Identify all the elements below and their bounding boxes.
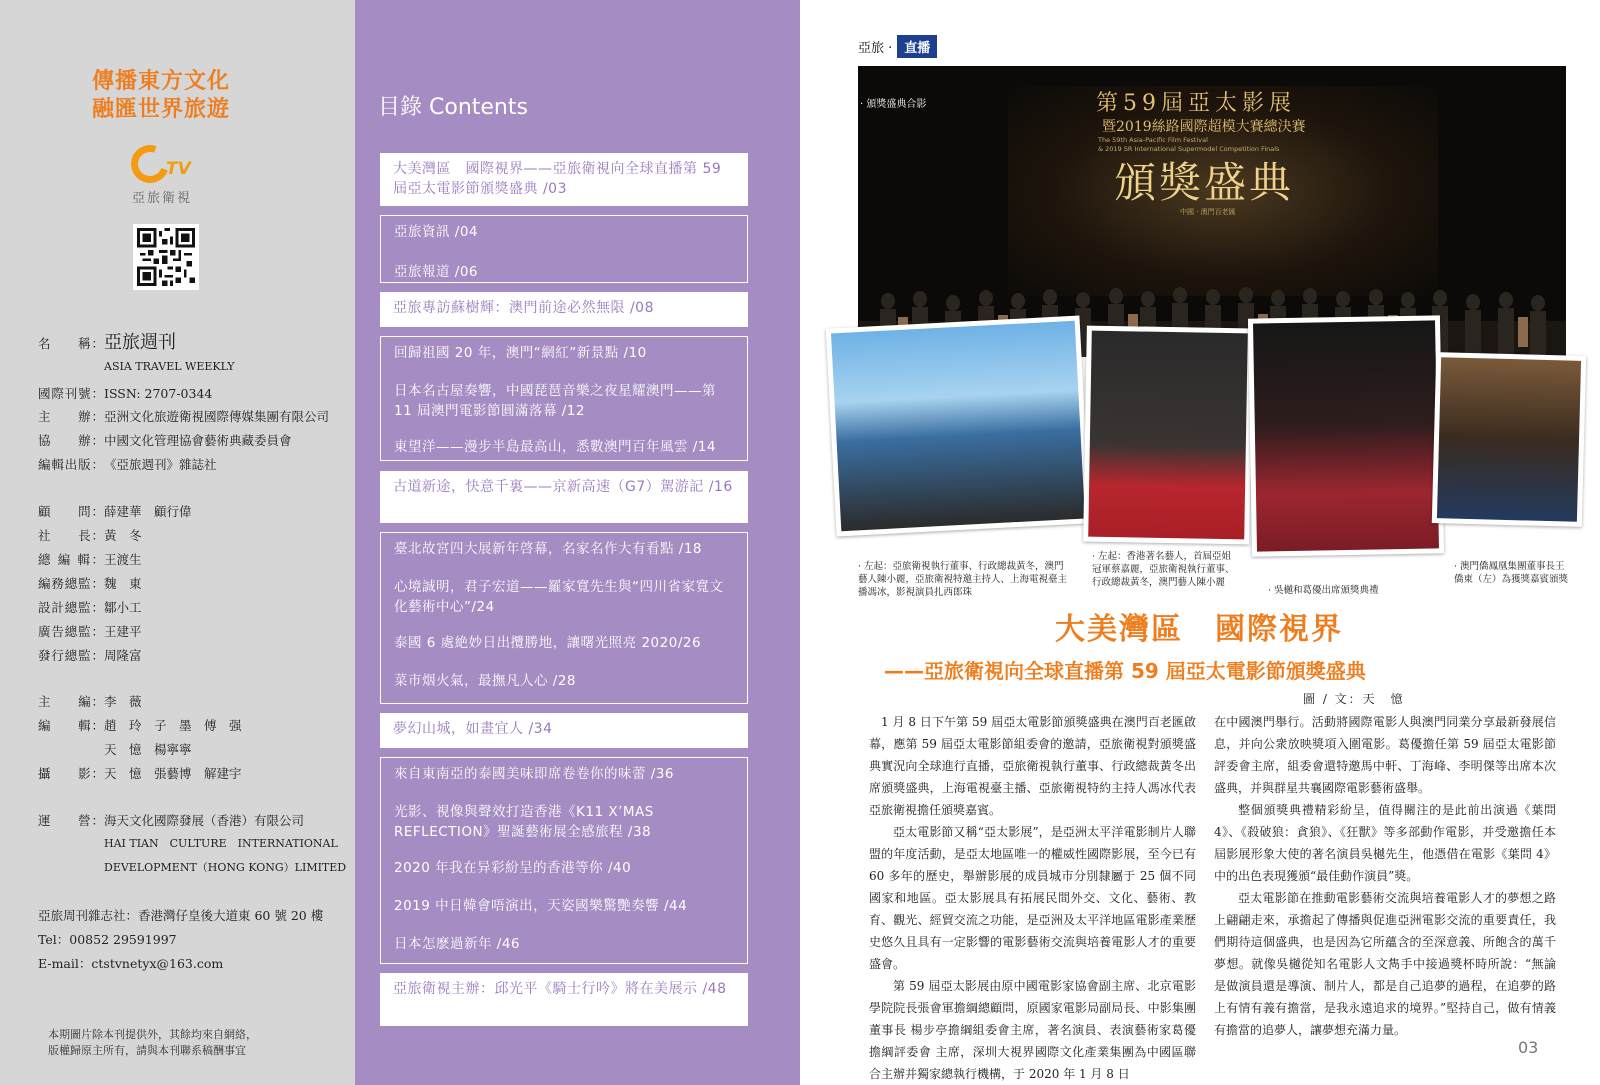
hero-title-line-1: 第59屆亞太影展 (1096, 91, 1296, 116)
field-label: 國際刊號： (38, 386, 104, 401)
staff-row (38, 526, 142, 544)
field-value: 王建平 (104, 624, 142, 639)
article-paragraph: 亞太電影節在推動電影藝術交流與培養電影人才的夢想之路上翩翩走來，承擔起了傳播與促進亞洲電影交流的重要責任，我們期待這個盛典，也是因為它所蘊含的至深意義、所飽含的萬千夢想。就像吳樾從知名電影人文雋手中接過獎杯時所說：“無論是做演員還是導演、制片人，都是自己追夢的過程，在追夢的路上有情有義有擔當，是我永遠追求的境界。”堅持自己，做有情義有擔當的追夢人，讓夢想充滿力量。 (1214, 891, 1556, 1037)
field-value: 《亞旅週刊》雜誌社 (104, 457, 217, 472)
toc-box[interactable] (380, 471, 748, 523)
field-label: 發行總監： (38, 648, 104, 663)
operator-row (38, 811, 304, 829)
staff-row (38, 646, 142, 664)
toc-box[interactable] (380, 713, 748, 748)
toc-entry[interactable]: 光影、視像與聲效打造香港《K11 X’MAS REFLECTION》聖誕藝術展全感旅程 /38 (394, 804, 654, 840)
toc-box (380, 532, 748, 704)
telephone: Tel：00852 29591997 (38, 932, 177, 947)
toc-entry[interactable]: 夢幻山城，如畫宜人 /34 (393, 721, 553, 737)
contents-title: 目錄 Contents (378, 95, 528, 120)
field-label: 協 辦： (38, 433, 104, 448)
field-label: 編務總監： (38, 576, 104, 591)
toc-entry[interactable]: 亞旅報道 /06 (394, 264, 479, 280)
field-value: 趙 玲 子 墨 傅 强 (104, 718, 242, 733)
toc-entry[interactable]: 日本名古屋奏響，中國琵琶音樂之夜星耀澳門——第 11 屆澳門電影節圓滿落幕 /12 (394, 383, 716, 419)
photo-caption: · 吳樾和葛優出席頒獎典禮 (1268, 585, 1379, 596)
publication-name-english: ASIA TRAVEL WEEKLY (104, 360, 235, 373)
editor-row (38, 716, 242, 734)
photo-caption: · 左起：香港著名藝人，首屆亞姐冠軍蔡嘉麗，亞旅衛視執行董事、行政總裁黃冬，澳門藝人陳小麗 (1092, 551, 1235, 588)
toc-entry[interactable]: 心境誠明，君子宏道——羅家寬先生與“四川省家寬文化藝術中心”/24 (394, 579, 724, 615)
field-label: 設計總監： (38, 600, 104, 615)
slogan-line-1: 傳播東方文化 (92, 69, 231, 94)
article-paragraph: 在中國澳門舉行。活動將國際電影人與澳門同業分享最新發展信息，并向公衆放映獎項入圍電影。葛優擔任第 59 屆亞太電影節評委會主席，組委會還特邀馬中軒、丁海峰、李明傑等出席本次盛典，并與群星共襄國際電影藝術盛舉。 (1214, 715, 1556, 795)
field-label: 顧 問： (38, 504, 104, 519)
photo-backdrop-group (1083, 326, 1253, 545)
editor-row (38, 692, 142, 710)
staff-row (38, 550, 142, 568)
slogan-line-2: 融匯世界旅遊 (92, 97, 231, 122)
toc-entry[interactable]: 東望洋——漫步半島最高山，悉數澳門百年風雲 /14 (394, 439, 717, 455)
field-value: 天 憶 張藝博 解建宇 (104, 766, 242, 781)
publication-name: 亞旅週刊 (104, 332, 176, 353)
toc-box[interactable] (380, 292, 748, 327)
field-label: 主 辦： (38, 409, 104, 424)
photo-image (1437, 357, 1581, 522)
staff-row (38, 574, 142, 592)
hero-english-line: The 59th Asia-Pacific Film Festival (1098, 136, 1208, 144)
hero-title-line-2: 暨2019絲路國際超模大賽總決賽 (1102, 119, 1306, 135)
toc-box (380, 336, 748, 461)
toc-box (380, 757, 748, 964)
field-label: 主 編： (38, 694, 104, 709)
operator-name: 海天文化國際發展（香港）有限公司 (104, 813, 305, 828)
copyright-note-line: 本期圖片除本刊提供外，其餘均來自網絡， (48, 1028, 257, 1041)
hero-caption: · 頒獎盛典合影 (860, 99, 927, 110)
qr-code-icon (133, 224, 199, 290)
section-label: 亞旅 · (858, 41, 893, 56)
staff-row (38, 502, 192, 520)
field-value: 周隆富 (104, 648, 142, 663)
toc-entry[interactable]: 2019 中日韓會唔演出，天姿國樂驚艷奏響 /44 (394, 898, 688, 914)
field-label: 名 稱： (38, 336, 104, 351)
page-number: 03 (1518, 1038, 1539, 1057)
masthead-row (38, 455, 217, 473)
hero-ceremony-title: 頒獎盛典 (1114, 158, 1295, 207)
masthead-row (38, 407, 329, 425)
hero-english-line: & 2019 SR International Supermodel Competition Finals (1098, 145, 1280, 153)
field-label: 廣告總監： (38, 624, 104, 639)
article-column-1 (869, 711, 1196, 1085)
toc-entry[interactable]: 亞旅專訪蘇樹輝：澳門前途必然無限 /08 (393, 300, 654, 316)
channel-logo (126, 143, 202, 207)
photo-caption: · 左起：亞旅衛視執行董事、行政總裁黃冬，澳門藝人陳小麗，亞旅衛視特邀主持人、上海電視臺主播馮冰，影視演員扎西郎珠 (858, 561, 1068, 598)
staff-row (38, 622, 142, 640)
field-value: 王渡生 (104, 552, 142, 567)
copyright-note (48, 1027, 257, 1059)
toc-box (380, 215, 748, 283)
masthead-name-row (38, 328, 176, 354)
toc-entry[interactable]: 亞旅衛視主辦：邱光平《騎士行吟》將在美展示 /48 (393, 981, 727, 997)
article-byline: 圖 / 文：天 憶 (1303, 692, 1405, 706)
editor-row-continued: 天 憶 楊寧寧 (104, 742, 192, 757)
staff-row (38, 598, 142, 616)
field-value: 魏 東 (104, 576, 142, 591)
field-value: 中國文化管理協會藝術典藏委員會 (104, 433, 292, 448)
hero-venue: 中國 · 澳門百老匯 (1180, 208, 1236, 216)
toc-box[interactable] (380, 973, 748, 1026)
article-paragraph: 1 月 8 日下午第 59 屆亞太電影節頒獎盛典在澳門百老匯啟幕，應第 59 屆亞太電影節組委會的邀請，亞旅衛視對頒獎盛典實況向全球進行直播，亞旅衛視執行董事、行政總裁黃冬出席頒獎盛典，上海電視臺主播、亞旅衛視特約主持人馮冰代表亞旅衛視擔任頒獎嘉賓。 (869, 715, 1196, 817)
email: E-mail：ctstvnetyx@163.com (38, 956, 224, 971)
toc-box[interactable] (380, 153, 748, 206)
slogan (92, 68, 230, 124)
logo-chinese-name: 亞旅衛視 (132, 191, 193, 206)
article-paragraph: 整個頒獎典禮精彩紛呈，值得關注的是此前出演過《葉問 4》、《殺破狼：貪狼》、《狂獸》等多部動作電影，并受邀擔任本屆影展形象大使的著名演員吳樾先生，他憑借在電影《葉問 4》中的出色表現獲頒“最佳動作演員”獎。 (1214, 803, 1556, 883)
photo-audience (1248, 315, 1444, 556)
toc-entry[interactable]: 回歸祖國 20 年，澳門“網紅”新景點 /10 (394, 345, 647, 361)
field-value: 亞洲文化旅遊衛視國際傳媒集團有限公司 (104, 409, 330, 424)
photo-red-carpet (826, 315, 1091, 536)
photo-caption: · 澳門僑鳳凰集團董事長王僑東（左）為獲獎嘉賓頒獎 (1454, 561, 1569, 585)
field-label: 總 編 輯： (38, 552, 104, 567)
toc-entry[interactable]: 菜市烟火氣，最撫凡人心 /28 (394, 673, 577, 689)
masthead-row (38, 431, 292, 449)
operator-name-english-2: DEVELOPMENT（HONG KONG）LIMITED (104, 861, 347, 874)
toc-entry[interactable]: 2020 年我在异彩紛呈的香港等你 /40 (394, 860, 632, 876)
toc-entry[interactable]: 古道新途，快意千裏——京新高速（G7）駕游記 /16 (393, 479, 733, 495)
address: 亞旅周刊雜志社：香港灣仔皇後大道東 60 號 20 樓 (38, 908, 324, 923)
field-label: 運 營： (38, 813, 104, 828)
operator-name-english-1: HAI TIAN CULTURE INTERNATIONAL (104, 837, 338, 850)
article-paragraph: 亞太電影節又稱“亞太影展”，是亞洲太平洋電影制片人聯盟的年度活動，是亞太地區唯一的權威性國際影展，至今已有 60 多年的歷史，舉辦影展的成員城市分別隸屬于 25 個不同國家和地區。亞太影展具有拓展民間外交、文化、藝術、教育、觀光、經貿交流之功能，是亞洲及太平洋地區電影產業歷史悠久且具有一定影響的電影藝術交流與培養電影人才的重要盛會。 (869, 825, 1196, 971)
article-headline: 大美灣區 國際視界 (1055, 612, 1343, 647)
toc-entry[interactable]: 亞旅資訊 /04 (394, 224, 479, 240)
toc-entry[interactable]: 臺北故宮四大展新年啓幕，名家名作大有看點 /18 (394, 541, 703, 557)
article-paragraph: 第 59 屆亞太影展由原中國電影家協會副主席、北京電影學院院長張會軍擔綱總顧問，原國家電影局副局長、中影集團董事長 楊步亭擔綱組委會主席，著名演員、表演藝術家葛優擔綱評委會 主席，深圳大視界國際文化產業集團為中國區聯合主辦并獨家總執行機構，于 2020 年 1 月 8 日 (869, 979, 1196, 1081)
field-value: 黃 冬 (104, 528, 142, 543)
field-value: 薛建華 顧行偉 (104, 504, 192, 519)
section-live-badge: 直播 (897, 35, 937, 58)
field-label: 攝 影： (38, 766, 104, 781)
photo-image (1253, 320, 1439, 551)
toc-entry[interactable]: 來自東南亞的泰國美味即席卷卷你的味蕾 /36 (394, 766, 675, 782)
field-label: 編 輯： (38, 718, 104, 733)
toc-entry[interactable]: 大美灣區 國際視界——亞旅衛視向全球直播第 59 屆亞太電影節頒獎盛典 /03 (393, 161, 722, 197)
article-subheadline: ——亞旅衛視向全球直播第 59 屆亞太電影節頒獎盛典 (884, 659, 1366, 683)
photo-image (831, 321, 1085, 531)
editor-row (38, 764, 242, 782)
toc-entry[interactable]: 日本怎麽過新年 /46 (394, 936, 521, 952)
section-tag (858, 35, 937, 58)
field-value: 李 薇 (104, 694, 142, 709)
field-label: 社 長： (38, 528, 104, 543)
field-value: 鄒小工 (104, 600, 142, 615)
logo-tv-mark: TV (166, 159, 191, 179)
toc-entry[interactable]: 泰國 6 處絶妙日出攬勝地，讓曙光照亮 2020/26 (394, 635, 702, 651)
field-value: ISSN: 2707-0344 (104, 386, 213, 401)
field-label: 編輯出版： (38, 457, 104, 472)
photo-image (1088, 331, 1248, 540)
copyright-note-line: 版權歸原主所有，請與本刊聯系稿酬事宜 (48, 1044, 246, 1057)
masthead-row (38, 384, 212, 402)
photo-award-presentation (1432, 352, 1586, 527)
article-column-2 (1214, 711, 1556, 1041)
